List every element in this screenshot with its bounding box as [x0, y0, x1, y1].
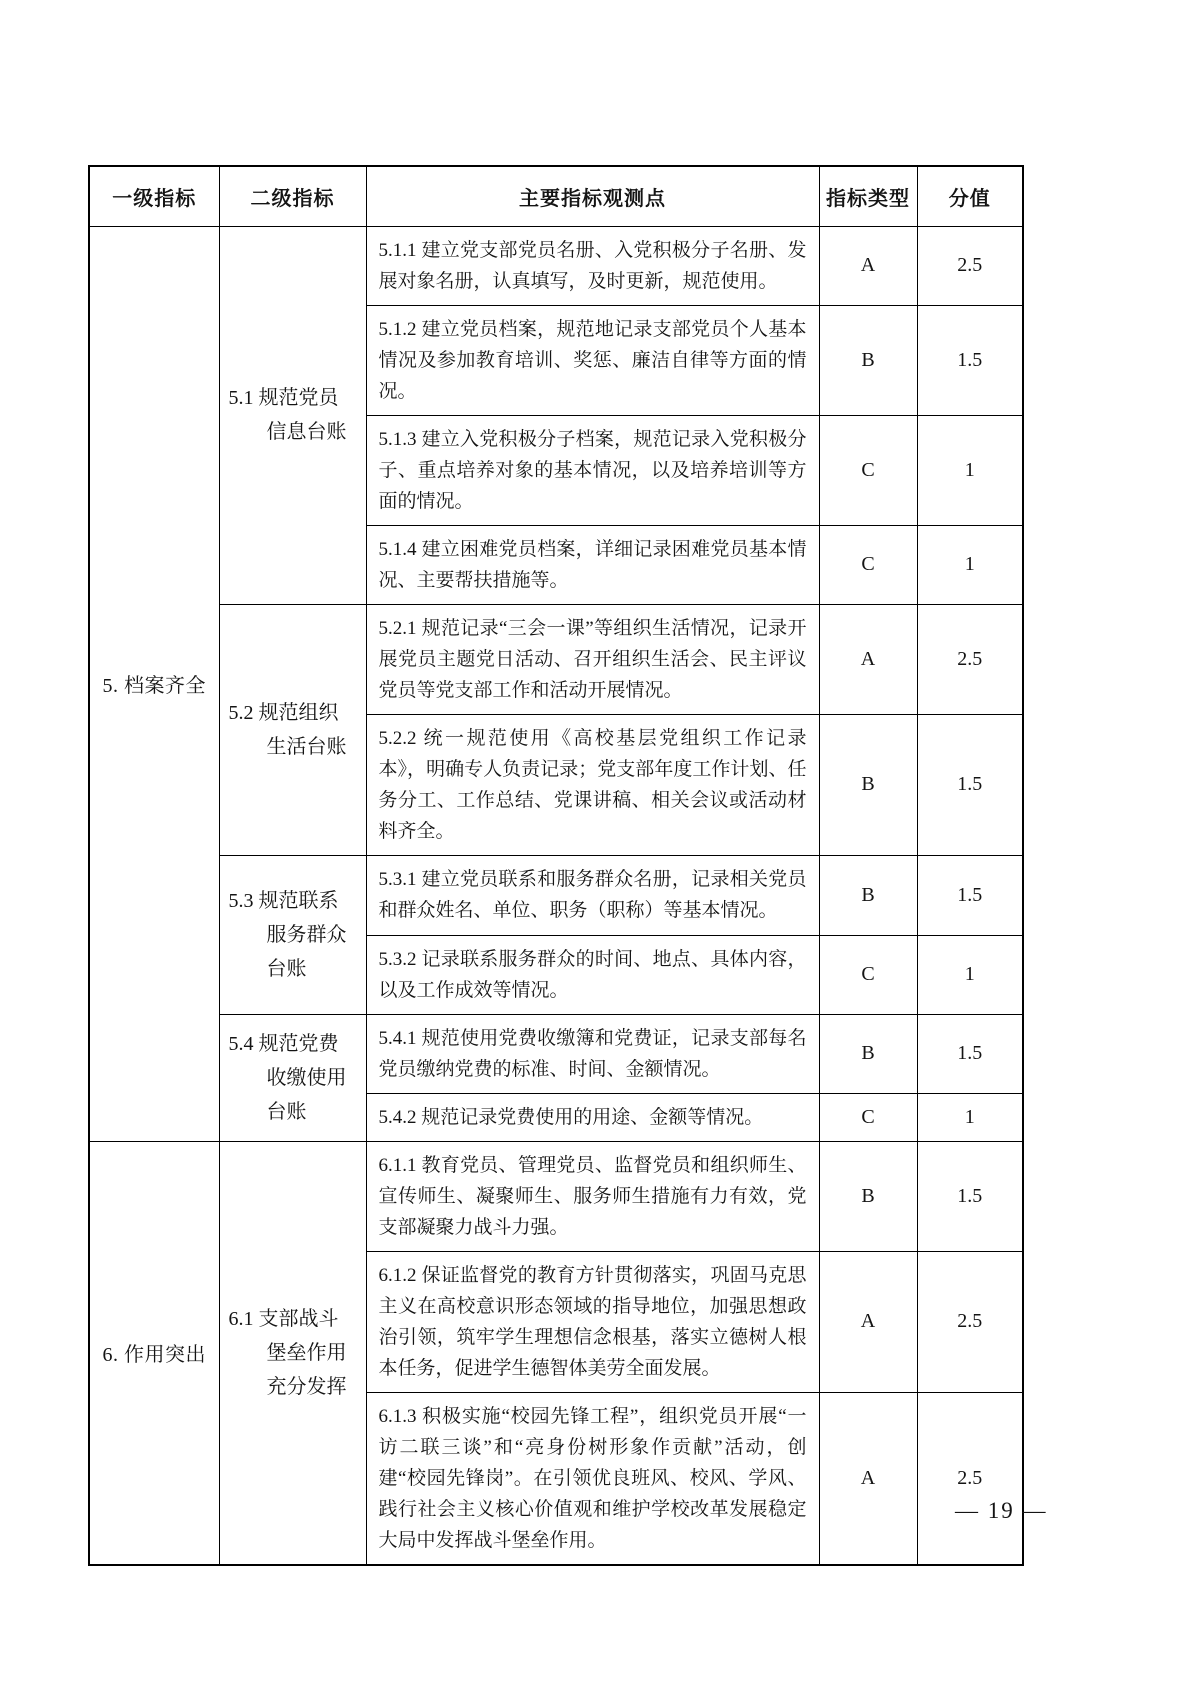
type-cell-6-1-3: A	[819, 1392, 917, 1565]
obs-cell-5-1-4: 5.1.4 建立困难党员档案，详细记录困难党员基本情况、主要帮扶措施等。	[366, 525, 819, 604]
page-number: — 19 —	[955, 1498, 1048, 1523]
type-cell-5-3-2: C	[819, 935, 917, 1014]
obs-cell-5-4-2: 5.4.2 规范记录党费使用的用途、金额等情况。	[366, 1093, 819, 1141]
level2-cell-5-2	[219, 604, 366, 855]
obs-cell-6-1-1: 6.1.1 教育党员、管理党员、监督党员和组织师生、宣传师生、凝聚师生、服务师生措施有力有效，党支部凝聚力战斗力强。	[366, 1141, 819, 1251]
table-row	[89, 1141, 1023, 1251]
obs-cell-5-2-2: 5.2.2 统一规范使用《高校基层党组织工作记录本》，明确专人负责记录；党支部年度工作计划、任务分工、工作总结、党课讲稿、相关会议或活动材料齐全。	[366, 714, 819, 855]
obs-cell-5-1-3: 5.1.3 建立入党积极分子档案，规范记录入党积极分子、重点培养对象的基本情况，以及培养培训等方面的情况。	[366, 415, 819, 525]
score-cell-6-1-2: 2.5	[917, 1251, 1023, 1392]
score-cell-5-4-2: 1	[917, 1093, 1023, 1141]
level2-cell-6-1	[219, 1141, 366, 1565]
level2-label: 5.4 规范党费收缴使用台账	[228, 1032, 347, 1123]
header-type: 指标类型	[819, 166, 917, 226]
level2-cell-5-3	[219, 855, 366, 1014]
header-observation: 主要指标观测点	[366, 166, 819, 226]
type-cell-5-2-1: A	[819, 604, 917, 714]
type-cell-5-3-1: B	[819, 855, 917, 935]
obs-cell-5-3-1: 5.3.1 建立党员联系和服务群众名册，记录相关党员和群众姓名、单位、职务（职称）等基本情况。	[366, 855, 819, 935]
header-score: 分值	[917, 166, 1023, 226]
level2-cell-5-1	[219, 226, 366, 604]
level2-label: 5.1 规范党员信息台账	[228, 387, 347, 443]
table-row	[89, 604, 1023, 714]
obs-cell-6-1-2: 6.1.2 保证监督党的教育方针贯彻落实，巩固马克思主义在高校意识形态领域的指导地位，加强思想政治引领，筑牢学生理想信念根基，落实立德树人根本任务，促进学生德智体美劳全面发展。	[366, 1251, 819, 1392]
level2-label: 6.1 支部战斗堡垒作用充分发挥	[228, 1307, 347, 1398]
level2-cell-5-4	[219, 1014, 366, 1141]
obs-cell-5-1-1: 5.1.1 建立党支部党员名册、入党积极分子名册、发展对象名册，认真填写，及时更新，规范使用。	[366, 226, 819, 305]
score-cell-5-4-1: 1.5	[917, 1014, 1023, 1093]
obs-cell-5-2-1: 5.2.1 规范记录“三会一课”等组织生活情况，记录开展党员主题党日活动、召开组织生活会、民主评议党员等党支部工作和活动开展情况。	[366, 604, 819, 714]
header-level1: 一级指标	[89, 166, 219, 226]
level1-cell-6: 6. 作用突出	[89, 1141, 219, 1565]
header-level2: 二级指标	[219, 166, 366, 226]
type-cell-5-4-2: C	[819, 1093, 917, 1141]
score-cell-5-1-3: 1	[917, 415, 1023, 525]
indicator-table	[88, 165, 1024, 1566]
obs-cell-6-1-3: 6.1.3 积极实施“校园先锋工程”，组织党员开展“一访二联三谈”和“亮身份树形象作贡献”活动，创建“校园先锋岗”。在引领优良班风、校风、学风、践行社会主义核心价值观和维护学校改革发展稳定大局中发挥战斗堡垒作用。	[366, 1392, 819, 1565]
score-cell-5-3-2: 1	[917, 935, 1023, 1014]
type-cell-5-4-1: B	[819, 1014, 917, 1093]
score-cell-5-1-4: 1	[917, 525, 1023, 604]
type-cell-5-1-1: A	[819, 226, 917, 305]
header-row	[89, 166, 1023, 226]
table-row	[89, 226, 1023, 305]
score-cell-5-1-1: 2.5	[917, 226, 1023, 305]
score-cell-5-3-1: 1.5	[917, 855, 1023, 935]
score-cell-5-1-2: 1.5	[917, 305, 1023, 415]
type-cell-5-1-4: C	[819, 525, 917, 604]
type-cell-5-1-3: C	[819, 415, 917, 525]
score-cell-5-2-1: 2.5	[917, 604, 1023, 714]
level2-label: 5.2 规范组织生活台账	[228, 701, 347, 758]
score-cell-5-2-2: 1.5	[917, 714, 1023, 855]
type-cell-5-2-2: B	[819, 714, 917, 855]
score-cell-6-1-1: 1.5	[917, 1141, 1023, 1251]
level2-label: 5.3 规范联系服务群众台账	[228, 889, 347, 980]
type-cell-5-1-2: B	[819, 305, 917, 415]
type-cell-6-1-1: B	[819, 1141, 917, 1251]
obs-cell-5-4-1: 5.4.1 规范使用党费收缴簿和党费证，记录支部每名党员缴纳党费的标准、时间、金额情况。	[366, 1014, 819, 1093]
type-cell-6-1-2: A	[819, 1251, 917, 1392]
table-row	[89, 1014, 1023, 1093]
table-row	[89, 855, 1023, 935]
level1-cell-5: 5. 档案齐全	[89, 226, 219, 1141]
obs-cell-5-3-2: 5.3.2 记录联系服务群众的时间、地点、具体内容，以及工作成效等情况。	[366, 935, 819, 1014]
obs-cell-5-1-2: 5.1.2 建立党员档案，规范地记录支部党员个人基本情况及参加教育培训、奖惩、廉洁自律等方面的情况。	[366, 305, 819, 415]
score-cell-6-1-3: 2.5	[917, 1392, 1023, 1565]
